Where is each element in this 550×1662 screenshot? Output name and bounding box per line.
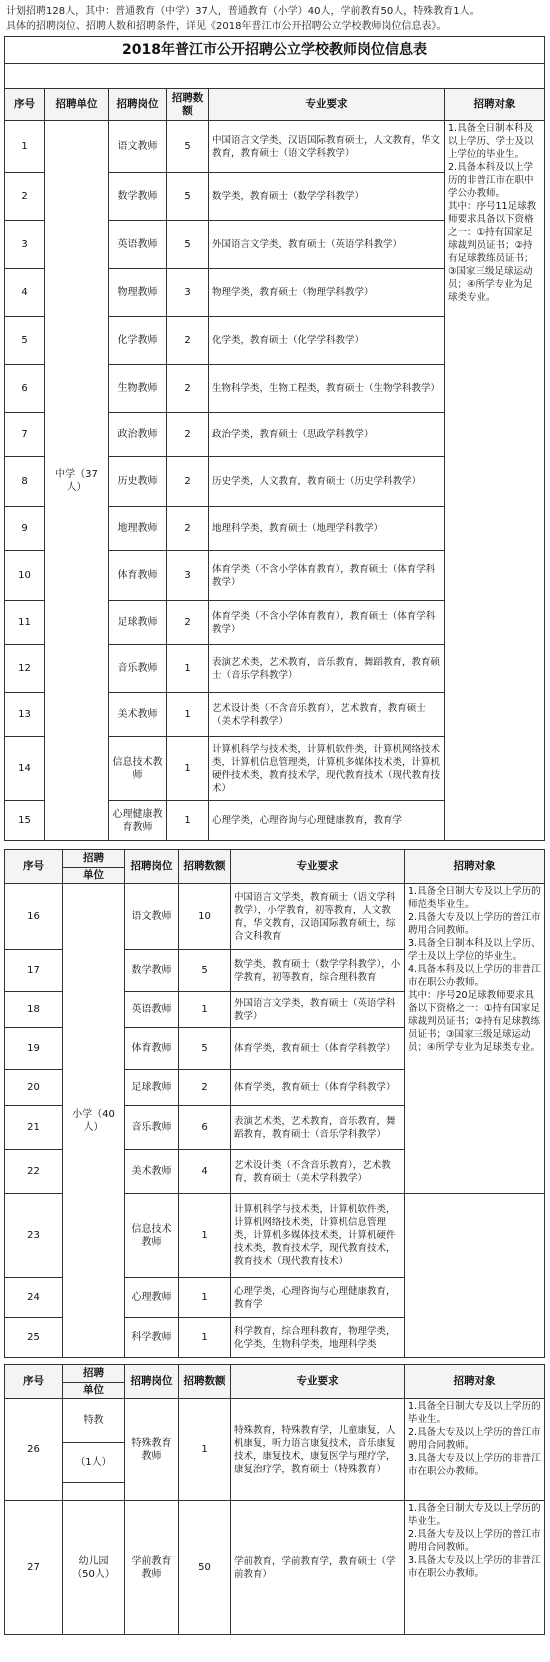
header-target: 招聘对象 xyxy=(405,850,545,884)
row-count: 3 xyxy=(167,269,209,317)
header-count: 招聘数额 xyxy=(167,89,209,121)
header-post: 招聘岗位 xyxy=(109,89,167,121)
row-post: 足球教师 xyxy=(109,601,167,645)
header-post: 招聘岗位 xyxy=(125,1365,179,1399)
row-major: 体育学类（不含小学体育教育），教育硕士（体育学科教学） xyxy=(209,551,445,601)
row-count: 1 xyxy=(167,645,209,693)
header-no: 序号 xyxy=(5,89,45,121)
row-major: 计算机科学与技术类，计算机软件类，计算机网络技术类，计算机信息管理类，计算机多媒体技术类，计算机硬件技术类，教育技术学，现代教育技术（现代教育技术） xyxy=(209,737,445,801)
row-count: 1 xyxy=(179,1318,231,1358)
row-count: 5 xyxy=(167,221,209,269)
row-post: 语文教师 xyxy=(125,884,179,950)
unit-preschool xyxy=(63,1501,125,1635)
row-post: 信息技术教师 xyxy=(125,1194,179,1278)
target-special: 1.具备全日制大专及以上学历的毕业生。 2.具备大专及以上学历的普江市聘用合同教师。 3.具备大专及以上学历的非普江市在职公办教师。 xyxy=(405,1399,545,1501)
row-no: 27 xyxy=(5,1501,63,1635)
target-blank xyxy=(405,1194,545,1358)
row-post: 科学教师 xyxy=(125,1318,179,1358)
row-post: 音乐教师 xyxy=(109,645,167,693)
row-no: 25 xyxy=(5,1318,63,1358)
row-major: 艺术设计类（不含音乐教育），艺术教育，教育硕士（美术学科教学） xyxy=(231,1150,405,1194)
blank-row xyxy=(5,64,545,89)
row-post: 体育教师 xyxy=(125,1028,179,1070)
row-count: 1 xyxy=(179,1194,231,1278)
row-post: 特殊教育教师 xyxy=(125,1399,179,1501)
target-preschool: 1.具备全日制大专及以上学历的毕业生。 2.具备大专及以上学历的普江市聘用合同教师。 3.具备大专及以上学历的非普江市在职公办教师。 xyxy=(405,1501,545,1635)
row-post: 语文教师 xyxy=(109,121,167,173)
row-post: 历史教师 xyxy=(109,457,167,507)
primary-school-table xyxy=(4,849,545,1358)
row-count: 2 xyxy=(167,317,209,365)
row-count: 6 xyxy=(179,1106,231,1150)
row-no: 26 xyxy=(5,1399,63,1501)
row-post: 音乐教师 xyxy=(125,1106,179,1150)
row-no: 3 xyxy=(5,221,45,269)
row-post: 数学教师 xyxy=(109,173,167,221)
row-major: 生物科学类，生物工程类，教育硕士（生物学科教学） xyxy=(209,365,445,413)
header-unit-b: 单位 xyxy=(63,1383,125,1399)
unit-preschool-a: 幼儿园 xyxy=(78,1555,109,1567)
row-major: 艺术设计类（不含音乐教育），艺术教育，教育硕士（美术学科教学） xyxy=(209,693,445,737)
row-no: 9 xyxy=(5,507,45,551)
row-major: 外国语言文学类，教育硕士（英语学科教学） xyxy=(231,992,405,1028)
row-major: 物理学类，教育硕士（物理学科教学） xyxy=(209,269,445,317)
row-count: 2 xyxy=(179,1070,231,1106)
row-no: 21 xyxy=(5,1106,63,1150)
row-count: 10 xyxy=(179,884,231,950)
row-major: 心理学类，心理咨询与心理健康教育，教育学 xyxy=(231,1278,405,1318)
row-post: 物理教师 xyxy=(109,269,167,317)
target-primary: 1.具备全日制大专及以上学历的师范类毕业生。 2.具备大专及以上学历的普江市聘用合同教师。 3.具备全日制本科及以上学历、学士及以上学位的毕业生。 4.具备本科及以上学历的非普江市在职公办教师。 其中：序号20足球教师要求具备以下资格之一：①持有国家足球裁判员证书；②持有足球教练员证书；③国家三级足球运动员；④所学专业为足球类专业。 xyxy=(405,884,545,1194)
row-major: 特殊教育，特殊教育学，儿童康复，人机康复，听力语言康复技术，音乐康复技术，康复技术，康复医学与理疗学，康复治疗学，教育硕士（特殊教育） xyxy=(231,1399,405,1501)
row-no: 16 xyxy=(5,884,63,950)
row-count: 1 xyxy=(179,1278,231,1318)
row-post: 生物教师 xyxy=(109,365,167,413)
row-no: 20 xyxy=(5,1070,63,1106)
row-post: 足球教师 xyxy=(125,1070,179,1106)
row-no: 24 xyxy=(5,1278,63,1318)
unit-preschool-b: （50人） xyxy=(72,1568,115,1580)
row-major: 体育学类（不含小学体育教育），教育硕士（体育学科教学） xyxy=(209,601,445,645)
row-no: 13 xyxy=(5,693,45,737)
unit-middle: 中学（37人） xyxy=(45,121,109,841)
row-major: 数学类，教育硕士（数学学科教学） xyxy=(209,173,445,221)
header-major: 专业要求 xyxy=(231,1365,405,1399)
row-count: 2 xyxy=(167,413,209,457)
row-no: 6 xyxy=(5,365,45,413)
row-major: 表演艺术类，艺术教育，音乐教育，舞蹈教育，教育硕士（音乐学科教学） xyxy=(231,1106,405,1150)
row-post: 信息技术教师 xyxy=(109,737,167,801)
header-major: 专业要求 xyxy=(209,89,445,121)
row-post: 体育教师 xyxy=(109,551,167,601)
header-unit-a: 招聘 xyxy=(63,1365,125,1383)
row-major: 体育学类，教育硕士（体育学科教学） xyxy=(231,1070,405,1106)
row-count: 2 xyxy=(167,601,209,645)
row-count: 2 xyxy=(167,365,209,413)
target-middle: 1.具备全日制本科及以上学历、学士及以上学位的毕业生。 2.具备本科及以上学历的非普江市在职中学公办教师。 其中：序号11足球教师要求具备以下资格之一：①持有国家足球裁判员证书；②持有足球教练员证书；③国家三级足球运动员；④所学专业为足球类专业。 xyxy=(445,121,545,841)
row-major: 心理学类，心理咨询与心理健康教育，教育学 xyxy=(209,801,445,841)
middle-school-table xyxy=(4,36,545,841)
row-count: 5 xyxy=(167,173,209,221)
header-count: 招聘数额 xyxy=(179,850,231,884)
row-major: 科学教育，综合理科教育，物理学类，化学类，生物科学类，地理科学类 xyxy=(231,1318,405,1358)
row-count: 50 xyxy=(179,1501,231,1635)
unit-special-a: 特教 xyxy=(63,1399,125,1443)
row-no: 10 xyxy=(5,551,45,601)
row-no: 7 xyxy=(5,413,45,457)
row-count: 1 xyxy=(167,801,209,841)
header-post: 招聘岗位 xyxy=(125,850,179,884)
row-post: 美术教师 xyxy=(125,1150,179,1194)
row-major: 计算机科学与技术类，计算机软件类，计算机网络技术类，计算机信息管理类，计算机多媒体技术类，计算机硬件技术类，教育技术学，现代教育技术，教育技术（现代教育技术） xyxy=(231,1194,405,1278)
row-major: 中国语言文学类，教育硕士（语文学科教学），小学教育，初等教育，人文教育，华文教育，汉语国际教育硕士，综合文科教育 xyxy=(231,884,405,950)
row-count: 4 xyxy=(179,1150,231,1194)
row-count: 1 xyxy=(179,1399,231,1501)
header-unit: 招聘单位 xyxy=(45,89,109,121)
row-post: 政治教师 xyxy=(109,413,167,457)
header-target: 招聘对象 xyxy=(405,1365,545,1399)
row-post: 数学教师 xyxy=(125,950,179,992)
header-no: 序号 xyxy=(5,850,63,884)
row-post: 英语教师 xyxy=(125,992,179,1028)
row-no: 17 xyxy=(5,950,63,992)
header-no: 序号 xyxy=(5,1365,63,1399)
row-no: 23 xyxy=(5,1194,63,1278)
row-major: 政治学类，教育硕士（思政学科教学） xyxy=(209,413,445,457)
row-count: 1 xyxy=(179,992,231,1028)
header-count: 招聘数额 xyxy=(179,1365,231,1399)
header-unit-b: 单位 xyxy=(63,868,125,884)
row-no: 12 xyxy=(5,645,45,693)
table-row xyxy=(5,884,545,950)
row-count: 5 xyxy=(179,950,231,992)
row-no: 2 xyxy=(5,173,45,221)
row-count: 5 xyxy=(179,1028,231,1070)
row-major: 表演艺术类，艺术教育，音乐教育，舞蹈教育，教育硕士（音乐学科教学） xyxy=(209,645,445,693)
row-no: 14 xyxy=(5,737,45,801)
table-row xyxy=(5,121,545,173)
intro xyxy=(0,0,550,34)
row-major: 中国语言文学类，汉语国际教育硕士，人文教育，华文教育，教育硕士（语文学科教学） xyxy=(209,121,445,173)
row-count: 3 xyxy=(167,551,209,601)
unit-special-blank xyxy=(63,1483,125,1501)
header-unit-a: 招聘 xyxy=(63,850,125,868)
row-post: 地理教师 xyxy=(109,507,167,551)
row-count: 1 xyxy=(167,693,209,737)
row-major: 数学类，教育硕士（数学学科教学），小学教育，初等教育，综合理科教育 xyxy=(231,950,405,992)
row-major: 外国语言文学类，教育硕士（英语学科教学） xyxy=(209,221,445,269)
row-major: 化学类，教育硕士（化学学科教学） xyxy=(209,317,445,365)
special-preschool-table xyxy=(4,1364,545,1635)
header-major: 专业要求 xyxy=(231,850,405,884)
header-target: 招聘对象 xyxy=(445,89,545,121)
row-count: 1 xyxy=(167,737,209,801)
row-no: 15 xyxy=(5,801,45,841)
row-post: 心理健康教育教师 xyxy=(109,801,167,841)
row-major: 地理科学类，教育硕士（地理学科教学） xyxy=(209,507,445,551)
row-no: 22 xyxy=(5,1150,63,1194)
row-post: 英语教师 xyxy=(109,221,167,269)
row-no: 1 xyxy=(5,121,45,173)
row-major: 学前教育，学前教育学，教育硕士（学前教育） xyxy=(231,1501,405,1635)
intro-line-2: 具体的招聘岗位、招聘人数和招聘条件，详见《2018年普江市公开招聘公立学校教师岗位信息表》。 xyxy=(6,21,447,32)
row-major: 历史学类，人文教育，教育硕士（历史学科教学） xyxy=(209,457,445,507)
row-no: 8 xyxy=(5,457,45,507)
row-post: 学前教育教师 xyxy=(125,1501,179,1635)
row-post: 心理教师 xyxy=(125,1278,179,1318)
intro-line-1: 计划招聘128人，其中：普通教育（中学）37人，普通教育（小学）40人，学前教育50人，特殊教育1人。 xyxy=(6,6,480,17)
row-major: 体育学类，教育硕士（体育学科教学） xyxy=(231,1028,405,1070)
row-post: 化学教师 xyxy=(109,317,167,365)
row-count: 2 xyxy=(167,507,209,551)
row-no: 5 xyxy=(5,317,45,365)
row-post: 美术教师 xyxy=(109,693,167,737)
unit-primary: 小学（40人） xyxy=(63,884,125,1358)
row-no: 18 xyxy=(5,992,63,1028)
row-no: 4 xyxy=(5,269,45,317)
row-no: 11 xyxy=(5,601,45,645)
row-count: 5 xyxy=(167,121,209,173)
row-count: 2 xyxy=(167,457,209,507)
table-title: 2018年普江市公开招聘公立学校教师岗位信息表 xyxy=(5,37,545,64)
row-no: 19 xyxy=(5,1028,63,1070)
unit-special-b: （1人） xyxy=(63,1443,125,1483)
